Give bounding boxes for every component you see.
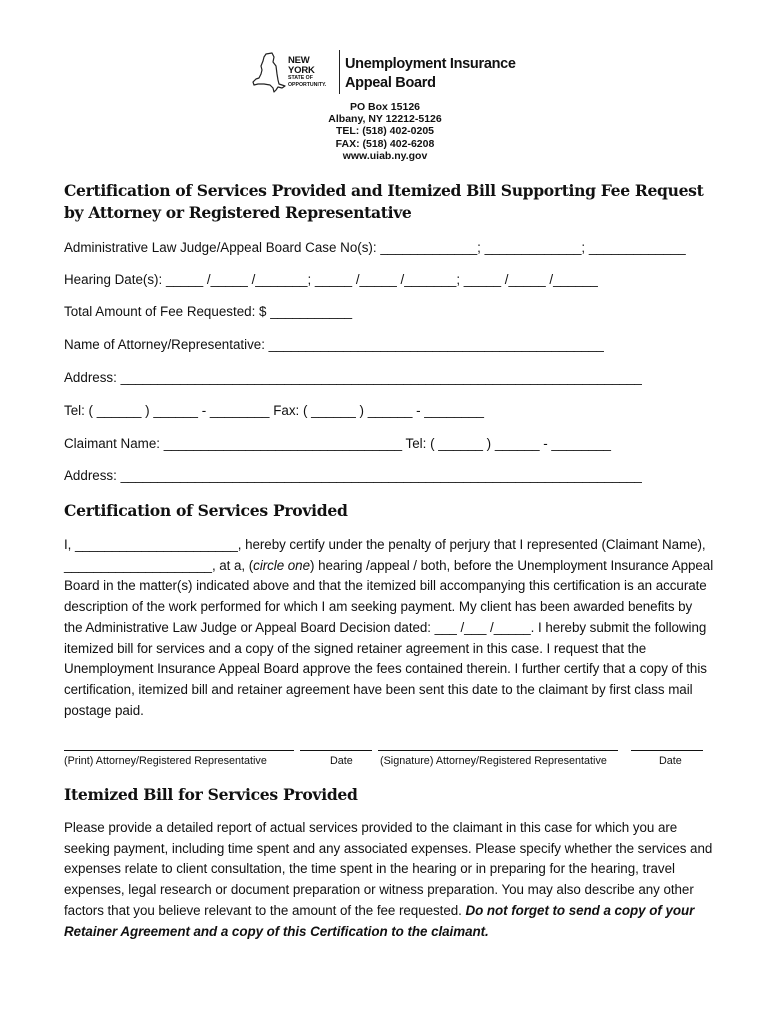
claimant-address-field[interactable]: Address: ______________________________________________________________________ (64, 468, 642, 483)
certification-paragraph (64, 535, 714, 721)
address-tel: TEL: (518) 402-0205 (335, 125, 435, 138)
address-po-box: PO Box 15126 (349, 101, 421, 113)
logo-wordmark (288, 56, 326, 89)
print-name-label: (Print) Attorney/Registered Representative (64, 755, 267, 767)
logo-divider (339, 50, 340, 94)
print-name-line[interactable] (64, 750, 294, 751)
agency-name-line1: Unemployment Insurance (345, 56, 516, 72)
attorney-name-field[interactable]: Name of Attorney/Representative: _____________________________________________ (64, 337, 604, 352)
agency-name (345, 55, 516, 93)
certification-text-italic: circle one (253, 557, 310, 573)
signature-label: (Signature) Attorney/Registered Representative (380, 755, 607, 767)
claimant-field[interactable]: Claimant Name: ________________________________ Tel: ( ______ ) ______ - ________ (64, 436, 611, 451)
agency-address (300, 101, 470, 162)
certification-heading: Certification of Services Provided (64, 501, 348, 520)
case-numbers-field[interactable]: Administrative Law Judge/Appeal Board Case No(s): _____________; _____________; _____________ (64, 240, 686, 255)
logo-line-state-of: STATE OF (288, 75, 313, 81)
logo-line-opportunity: OPPORTUNITY. (288, 81, 327, 88)
form-title: Certification of Services Provided and Itemized Bill Supporting Fee Request by Attorney or Registered Representative (64, 181, 704, 222)
address-city: Albany, NY 12212-5126 (328, 113, 442, 126)
date-label-2: Date (659, 755, 682, 767)
tel-fax-field[interactable]: Tel: ( ______ ) ______ - ________ Fax: ( ______ ) ______ - ________ (64, 403, 484, 418)
itemized-bill-heading: Itemized Bill for Services Provided (64, 785, 358, 804)
certification-text-part2: ) hearing /appeal / both, before the Unemployment Insurance Appeal Board in the matter(s) indicated above and that the itemized bill accompanying this certification is an accurate description of the work performed for which I am seeking payment. My client has been awarded benefits by the Administrative Law Judge or Appeal Board Decision dated: ___ /___ /_____. I hereby submit the following itemized bill for services and a copy of the signed retainer agreement in this case. I request that the Unemployment Insurance Appeal Board approve the fees contained therein. I further certify that a copy of this certification, itemized bill and retainer agreement have been sent this date to the claimant by first class mail postage paid. (64, 557, 714, 718)
itemized-bill-paragraph (64, 818, 714, 942)
date-line-1[interactable] (300, 750, 372, 751)
attorney-address-field[interactable]: Address: ______________________________________________________________________ (64, 370, 642, 385)
new-york-state-map-icon (252, 52, 286, 94)
date-label-1: Date (330, 755, 353, 767)
address-fax: FAX: (518) 402-6208 (335, 137, 435, 150)
logo-line-new-york: NEW YORK (288, 55, 315, 76)
total-fee-field[interactable]: Total Amount of Fee Requested: $ ___________ (64, 304, 353, 319)
hearing-dates-field[interactable]: Hearing Date(s): _____ /_____ /_______; _____ /_____ /_______; _____ /_____ /______ (64, 272, 598, 287)
address-website: www.uiab.ny.gov (342, 149, 428, 162)
date-line-2[interactable] (631, 750, 703, 751)
certification-text-part1: I, ______________________, hereby certify under the penalty of perjury that I represented (Claimant Name), ____________________, at a, ( (64, 537, 706, 573)
itemized-reminder: Do not forget to send a copy of your Retainer Agreement and a copy of this Certification to the claimant. (64, 902, 695, 939)
agency-name-line2: Appeal Board (345, 75, 436, 91)
itemized-text: Please provide a detailed report of actual services provided to the claimant in this case for which you are seeking payment, including time spent and any associated expenses. Please specify whether the services and expenses relate to client consultation, the time spent in the hearing or in preparing for the hearing, travel expenses, legal research or document preparation or witness preparation. You may also describe any other factors that you believe relevant to the amount of the fee requested. (64, 820, 713, 918)
signature-line[interactable] (378, 750, 618, 751)
